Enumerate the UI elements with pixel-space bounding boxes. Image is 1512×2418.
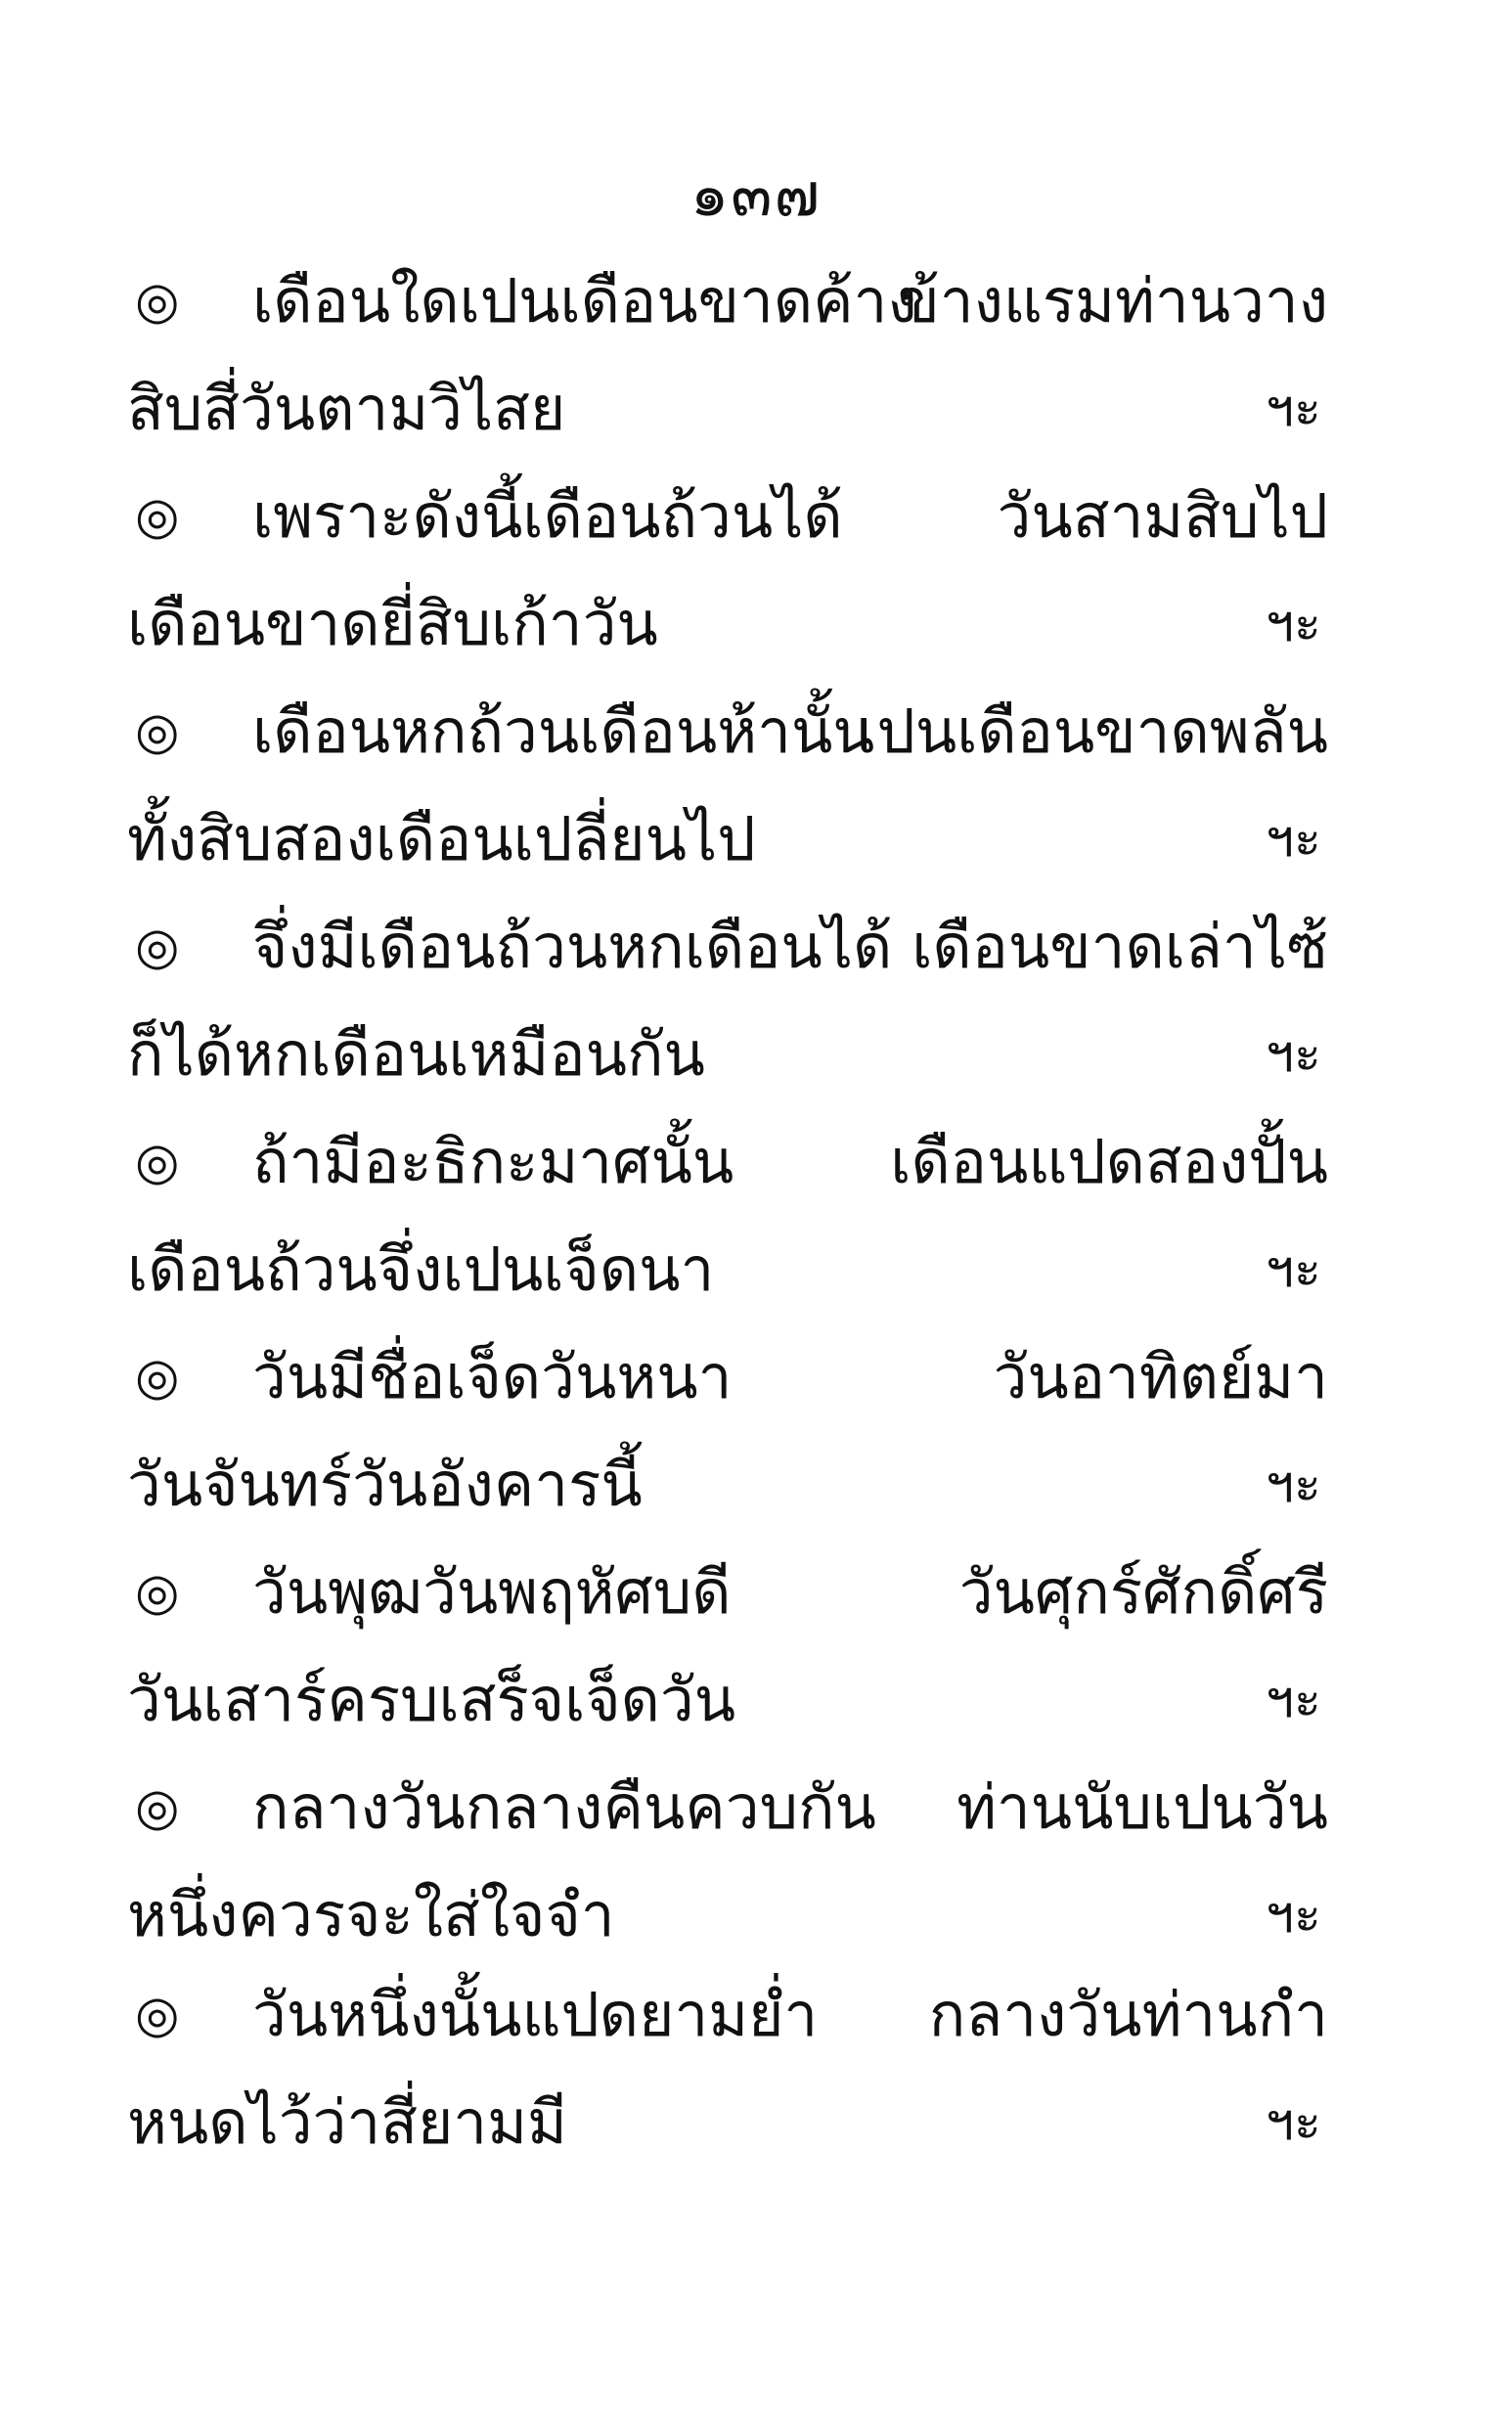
verse-line1-right: ท่านนับเปนวัน bbox=[956, 1771, 1328, 1843]
bullet-icon: ◎ bbox=[135, 1563, 180, 1622]
bullet-icon: ◎ bbox=[135, 702, 180, 761]
bullet-icon: ◎ bbox=[135, 1986, 180, 2044]
verse-line1-right: วันอาทิตย์มา bbox=[993, 1341, 1328, 1412]
verse-line1-right: ข้างแรมท่านวาง bbox=[898, 265, 1328, 336]
verse-line1-left: เพราะดังนี้เดือนถ้วนได้ bbox=[252, 480, 843, 552]
verse-line1-left: กลางวันกลางคืนควบกัน bbox=[252, 1771, 876, 1843]
bullet-icon: ◎ bbox=[135, 1133, 180, 1191]
verse-3 bbox=[0, 683, 1512, 898]
verse-end-mark: ฯะ bbox=[1265, 1886, 1321, 1945]
verse-line2-left: เดือนขาดยี่สิบเก้าวัน bbox=[127, 588, 658, 659]
verse-line2-left: ก็ได้หกเดือนเหมือนกัน bbox=[127, 1018, 705, 1090]
bullet-icon: ◎ bbox=[135, 272, 180, 331]
verse-9 bbox=[0, 1966, 1512, 2181]
bullet-icon: ◎ bbox=[135, 1348, 180, 1407]
bullet-icon: ◎ bbox=[135, 918, 180, 976]
verse-line1-right: วันศุกร์ศักดิ์ศรี bbox=[958, 1556, 1328, 1628]
verse-4 bbox=[0, 898, 1512, 1113]
verse-end-mark: ฯะ bbox=[1265, 810, 1321, 869]
verse-line1-left: วันมีชื่อเจ็ดวันหนา bbox=[252, 1341, 733, 1412]
verse-end-mark: ฯะ bbox=[1265, 2093, 1321, 2152]
verse-line2-left: วันเสาร์ครบเสร็จเจ็ดวัน bbox=[127, 1664, 736, 1735]
verse-line1-right: เปนเดือนขาดพลัน bbox=[856, 695, 1328, 767]
verse-end-mark: ฯะ bbox=[1265, 1455, 1321, 1514]
verse-end-mark: ฯะ bbox=[1265, 380, 1321, 438]
verse-line1-left: วันพุฒวันพฤหัศบดี bbox=[252, 1556, 732, 1628]
verse-line1-right: วันสามสิบไป bbox=[997, 480, 1328, 552]
verse-line2-left: ทั้งสิบสองเดือนเปลี่ยนไป bbox=[127, 803, 756, 874]
verse-end-mark: ฯะ bbox=[1265, 595, 1321, 653]
verse-8 bbox=[0, 1759, 1512, 1974]
verse-line2-left: หนึ่งควรจะใส่ใจจำ bbox=[127, 1879, 615, 1950]
bullet-icon: ◎ bbox=[135, 1778, 180, 1837]
verse-end-mark: ฯะ bbox=[1265, 1240, 1321, 1299]
verse-end-mark: ฯะ bbox=[1265, 1671, 1321, 1729]
verse-line1-left: เดือนหกถ้วนเดือนห้านั้น bbox=[252, 695, 874, 767]
verse-line2-left: เดือนถ้วนจึ่งเปนเจ็ดนา bbox=[127, 1233, 715, 1305]
verse-line2-left: วันจันทร์วันอังคารนี้ bbox=[127, 1449, 643, 1520]
verse-line1-right: เดือนขาดเล่าไซ้ bbox=[912, 911, 1328, 982]
verse-1 bbox=[0, 252, 1512, 468]
bullet-icon: ◎ bbox=[135, 487, 180, 546]
verse-line1-left: จึ่งมีเดือนถ้วนหกเดือนได้ bbox=[252, 911, 893, 982]
verse-line1-left: วันหนึ่งนั้นแปดยามย่ำ bbox=[252, 1979, 819, 2050]
verse-end-mark: ฯะ bbox=[1265, 1025, 1321, 1084]
verse-5 bbox=[0, 1113, 1512, 1328]
verse-line2-left: หนดไว้ว่าสี่ยามมี bbox=[127, 2086, 567, 2158]
verse-line1-right: เดือนแปดสองปั้น bbox=[890, 1126, 1328, 1197]
page-number: ๑๓๗ bbox=[689, 158, 823, 230]
verse-line2-left: สิบสี่วันตามวิไสย bbox=[127, 373, 566, 444]
verse-line1-left: ถ้ามีอะธิกะมาศนั้น bbox=[252, 1126, 734, 1197]
verse-line1-left: เดือนใดเปนเดือนขาดค้าง bbox=[252, 265, 917, 336]
verse-6 bbox=[0, 1328, 1512, 1544]
verse-line1-right: กลางวันท่านกำ bbox=[928, 1979, 1328, 2050]
verse-7 bbox=[0, 1544, 1512, 1759]
verse-2 bbox=[0, 468, 1512, 683]
